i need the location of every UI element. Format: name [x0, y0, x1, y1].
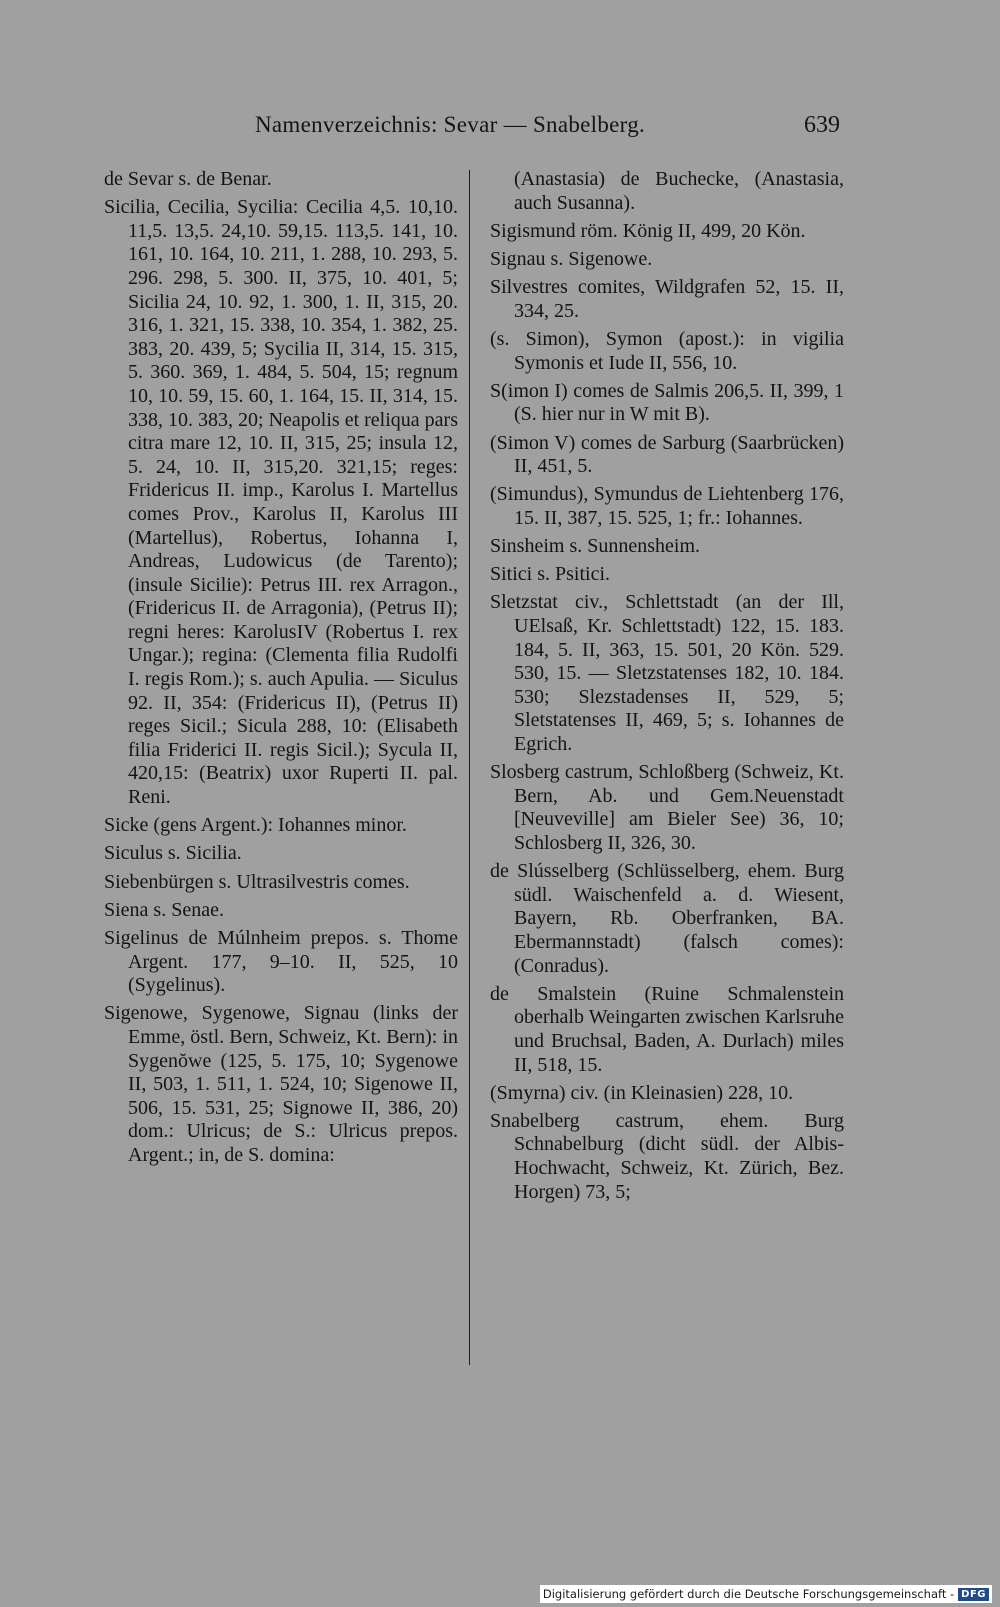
- index-entry-smyrna: (Smyrna) civ. (in Kleinasien) 228, 10.: [490, 1081, 794, 1104]
- index-entry-continuation: (Anastasia) de Buchecke, (Anastasia, auch Susanna).: [514, 168, 844, 214]
- page-header: [0, 112, 1000, 144]
- index-entry-siculus: Siculus s. Sicilia.: [104, 842, 242, 865]
- index-entry-sigelinus: Sigelinus de Múlnheim prepos. s. Thome Argent. 177, 9–10. II, 525, 10 (Sygelinus).: [104, 926, 458, 997]
- index-entry-simundus: (Simundus), Symundus de Liehtenberg 176, 15. II, 387, 15. 525, 1; fr.: Iohannes.: [490, 483, 844, 529]
- index-entry-simon-salmis: S(imon I) comes de Salmis 206,5. II, 399, 1 (S. hier nur in W mit B).: [490, 379, 844, 426]
- index-entry-simon-sarburg: (Simon V) comes de Sarburg (Saarbrücken) II, 451, 5.: [490, 431, 844, 478]
- dfg-logo: DFG: [958, 1588, 989, 1601]
- column-divider: [469, 170, 470, 1365]
- index-entry-sitici: Sitici s. Psitici.: [490, 563, 611, 586]
- index-entry-sicilia: Sicilia, Cecilia, Sycilia: Cecilia 4,5. 10,10. 11,5. 13,5. 24,10. 59,15. 113,5. 141, 10. 161, 10. 164, 10. 211, 1. 288, 10. 293, 5. 296. 298, 5. 300. II, 375, 10. 401, 5; Sicilia 24, 10. 92, 1. 300, 1. II, 315, 20. 316, 1. 321, 15. 338, 10. 354, 1. 382, 25. 383, 20. 439, 5; Sycilia II, 314, 15. 315, 5. 360. 369, 1. 484, 5. 504, 15; regnum 10, 10. 59, 15. 60, 1. 164, 15. II, 314, 15. 338, 10. 383, 20; Neapolis et reliqua pars citra mare 12, 10. II, 315, 25; insula 12, 5. 24, 10. II, 315,20. 321,15; reges: Fridericus II. imp., Karolus I. Martellus comes Prov., Karolus II, Karolus III (Martellus), Robertus, Iohanna I, Andreas, Ludowicus (de Tarento); (insule Sicilie): Petrus III. rex Arragon., (Fridericus II. de Arragonia), (Petrus II); regni heres: KarolusIV (Robertus I. rex Ungar.); regina: (Clementa filia Rudolfi I. regis Rom.); s. auch Apulia. — Siculus 92. II, 354: (Fridericus II), (Petrus II) reges Sicil.; Sicula 288, 10: (Elisabeth filia Friderici II. regis Sicil.); Sycula II, 420,15: (Beatrix) uxor Ruperti II. pal. Reni.: [104, 196, 458, 809]
- index-entry-sevar: de Sevar s. de Benar.: [104, 168, 272, 190]
- index-entry-sinsheim: Sinsheim s. Sunnensheim.: [490, 535, 701, 558]
- page-number: 639: [804, 112, 840, 138]
- index-entry-smalstein: de Smalstein (Ruine Schmalenstein oberhalb Weingarten zwischen Karlsruhe und Bruchsal, Baden, A. Durlach) miles II, 518, 15.: [490, 982, 844, 1076]
- funding-credit-text: Digitalisierung gefördert durch die Deutsche Forschungsgemeinschaft -: [542, 1587, 955, 1601]
- running-title: Namenverzeichnis: Sevar — Snabelberg.: [255, 112, 646, 137]
- index-entry-siebenbuergen: Siebenbürgen s. Ultrasilvestris comes.: [104, 870, 410, 893]
- index-entry-siena: Siena s. Senae.: [104, 898, 224, 921]
- index-entry-sletzstat: Sletzstat civ., Schlettstadt (an der Ill, UElsaß, Kr. Schlettstadt) 122, 15. 183. 184, 5. II, 363, 15. 501, 20 Kön. 529. 530, 15. — Sletzstatenses 182, 10. 184. 530; Slezstadenses II, 529, 5; Sletstatenses II, 469, 5; s. Iohannes de Egrich.: [490, 591, 844, 755]
- index-entry-sicke: Sicke (gens Argent.): Iohannes minor.: [104, 814, 407, 837]
- index-entry-signau: Signau s. Sigenowe.: [490, 247, 653, 270]
- index-entry-snabelberg: Snabelberg castrum, ehem. Burg Schnabelburg (dicht südl. der Albis-Hochwacht, Schweiz, Kt. Zürich, Bez. Horgen) 73, 5;: [490, 1109, 844, 1203]
- index-entry-slusselberg: de Slússelberg (Schlüsselberg, ehem. Burg südl. Waischenfeld a. d. Wiesent, Bayern, Rb. Oberfranken, BA. Ebermannstadt) (falsch comes): (Conradus).: [490, 860, 844, 977]
- index-entry-sigismund: Sigismund röm. König II, 499, 20 Kön.: [490, 219, 806, 242]
- index-entry-slosberg: Slosberg castrum, Schloßberg (Schweiz, Kt. Bern, Ab. und Gem.Neuenstadt [Neuveville] am Bieler See) 36, 10; Schlosberg II, 326, 30.: [490, 761, 844, 854]
- funding-credit: [540, 1585, 992, 1603]
- index-entry-silvestres: Silvestres comites, Wildgrafen 52, 15. II, 334, 25.: [490, 276, 844, 322]
- index-entry-simon-apost: (s. Simon), Symon (apost.): in vigilia Symonis et Iude II, 556, 10.: [490, 327, 844, 374]
- right-column: [490, 168, 844, 1209]
- left-column: [104, 168, 458, 1172]
- index-entry-sigenowe: Sigenowe, Sygenowe, Signau (links der Emme, östl. Bern, Schweiz, Kt. Bern): in Sygenŏwe (125, 5. 175, 10; Sygenowe II, 503, 1. 511, 1. 524, 10; Sigenowe II, 506, 15. 531, 25; Signowe II, 386, 20) dom.: Ulricus; de S.: Ulricus prepos. Argent.; in, de S. domina:: [104, 1002, 458, 1166]
